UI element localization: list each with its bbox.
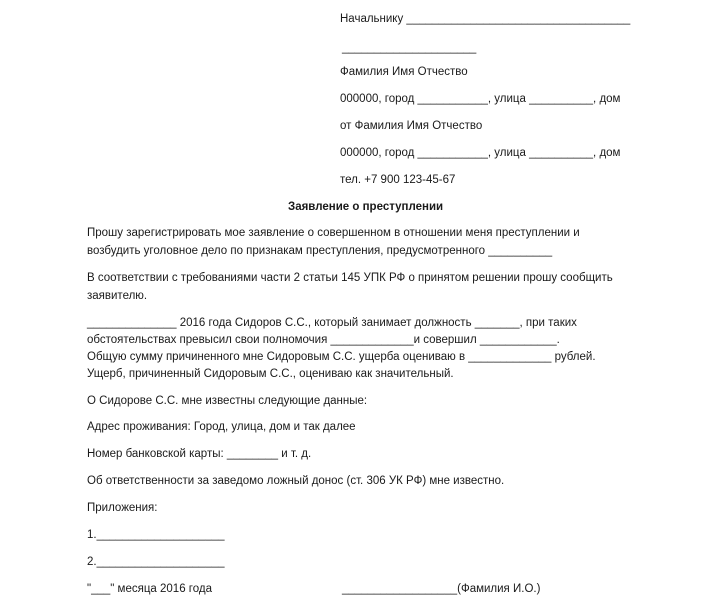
paragraph-liability: Об ответственности за заведомо ложный донос (ст. 306 УК РФ) мне известно. [87, 475, 505, 487]
paragraph-request-line-2: возбудить уголовное дело по признакам преступления, предусмотренного __________ [87, 245, 553, 257]
paragraph-facts-line-3: Общую сумму причиненного мне Сидоровым С.С. ущерба оцениваю в _____________ рублей. [87, 351, 596, 363]
attachment-item-1: 1.____________________ [87, 529, 225, 541]
paragraph-facts-line-1: ______________ 2016 года Сидоров С.С., который занимает должность _______, при таких [87, 317, 577, 329]
attachment-item-2: 2.____________________ [87, 556, 225, 568]
paragraph-request-line-1: Прошу зарегистрировать мое заявление о совершенном в отношении меня преступлении и [87, 227, 580, 239]
header-to-chief: Начальнику ___________________________________ [340, 13, 631, 25]
header-from-name: от Фамилия Имя Отчество [340, 120, 483, 132]
header-phone: тел. +7 900 123-45-67 [340, 174, 456, 186]
header-to-address: 000000, город ___________, улица __________, дом [340, 93, 621, 105]
paragraph-known-data: О Сидорове С.С. мне известны следующие данные: [87, 395, 368, 407]
attachments-label: Приложения: [87, 502, 158, 514]
document-title: Заявление о преступлении [288, 201, 444, 213]
paragraph-address: Адрес проживания: Город, улица, дом и так далее [87, 421, 356, 433]
paragraph-card: Номер банковской карты: ________ и т. д. [87, 448, 312, 460]
footer-signature: __________________(Фамилия И.О.) [342, 583, 541, 595]
paragraph-facts-line-4: Ущерб, причиненный Сидоровым С.С., оцениваю как значительный. [87, 368, 454, 380]
paragraph-facts-line-2: обстоятельствах превысил свои полномочия _____________и совершил ____________. [87, 334, 560, 346]
header-from-address: 000000, город ___________, улица __________, дом [340, 147, 621, 159]
paragraph-notify-line-2: заявителю. [87, 290, 148, 302]
header-to-name: Фамилия Имя Отчество [340, 66, 468, 78]
paragraph-notify-line-1: В соответствии с требованиями части 2 статьи 145 УПК РФ о принятом решении прошу сообщить [87, 272, 613, 284]
footer-date: "___" месяца 2016 года [87, 583, 212, 595]
header-to-blank: _____________________ [342, 42, 477, 54]
